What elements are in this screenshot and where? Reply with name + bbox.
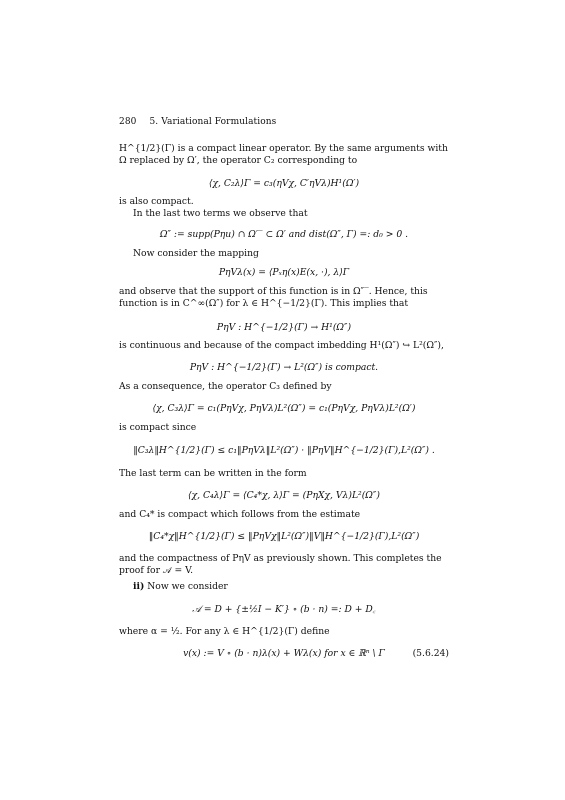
equation: ‖C₃λ‖H^{1/2}(Γ) ≤ c₁‖PηVλ‖L²(Ω″) · ‖PηV‖H^{−1/2}(Γ),L²(Ω″) . — [133, 445, 435, 456]
running-header — [119, 117, 276, 127]
equation: ⟨χ, C₂λ⟩Γ = c₃(ηVχ, C′ηVλ)H¹(Ω′) — [208, 178, 360, 189]
paragraph: Now consider the mapping — [133, 248, 259, 259]
equation-number: (5.6.24) — [412, 648, 449, 659]
equation: PηVλ(x) = ⟨Pₓη(x)E(x, ·), λ⟩Γ — [218, 267, 350, 278]
paragraph-text: Now we consider — [147, 581, 228, 592]
equation: ⟨χ, C₃λ⟩Γ = c₁(PηVχ, PηVλ)L²(Ω″) = c₁(PηVχ, PηVλ)L²(Ω′) — [152, 403, 416, 414]
paragraph: and the compactness of PηV as previously shown. This completes the proof for 𝒜 = V. — [119, 553, 442, 576]
paragraph: is also compact. — [119, 196, 194, 207]
paragraph: and observe that the support of this function is in Ω″‾. Hence, this function is in C^∞(Ω″) for λ ∈ H^{−1/2}(Γ). This implies that — [119, 286, 428, 309]
equation: ⟨χ, C₄λ⟩Γ = ⟨C₄*χ, λ⟩Γ = (PηXχ, Vλ)L²(Ω″) — [188, 490, 380, 501]
step-label: ii) — [133, 581, 145, 592]
chapter-title: 5. Variational Formulations — [149, 117, 277, 127]
equation: v(x) := V ∘ (b · n)λ(x) + Wλ(x) for x ∈ ℝⁿ \ Γ — [183, 648, 385, 659]
equation: Ω″ := supp(Pηu) ∩ Ω′‾ ⊂ Ω′ and dist(Ω″, Γ) =: d₀ > 0 . — [159, 229, 409, 240]
paragraph: is compact since — [119, 422, 197, 433]
equation-with-number — [119, 648, 449, 659]
paragraph: is continuous and because of the compact imbedding H¹(Ω″) ↪ L²(Ω″), — [119, 340, 444, 351]
paragraph: and C₄* is compact which follows from the estimate — [119, 509, 361, 520]
equation: 𝒜 = D + {±½I − K′} ∘ (b · n) =: D + D꜀ — [192, 604, 376, 615]
paragraph — [119, 581, 449, 593]
equation: PηV : H^{−1/2}(Γ) → L²(Ω″) is compact. — [189, 362, 379, 373]
paragraph: H^{1/2}(Γ) is a compact linear operator. By the same arguments with Ω replaced by Ω′, the operator C₂ corresponding to — [119, 143, 448, 166]
paragraph: In the last two terms we observe that — [133, 208, 308, 219]
paragraph: where α = ½. For any λ ∈ H^{1/2}(Γ) define — [119, 626, 330, 637]
paragraph: The last term can be written in the form — [119, 468, 307, 479]
equation: ‖C₄*χ‖H^{1/2}(Γ) ≤ ‖PηVχ‖L²(Ω″)‖V‖H^{−1/2}(Γ),L²(Ω″) — [148, 531, 420, 542]
paragraph: As a consequence, the operator C₃ defined by — [119, 381, 332, 392]
page-number: 280 — [119, 117, 137, 127]
equation: PηV : H^{−1/2}(Γ) → H¹(Ω″) — [216, 322, 352, 333]
